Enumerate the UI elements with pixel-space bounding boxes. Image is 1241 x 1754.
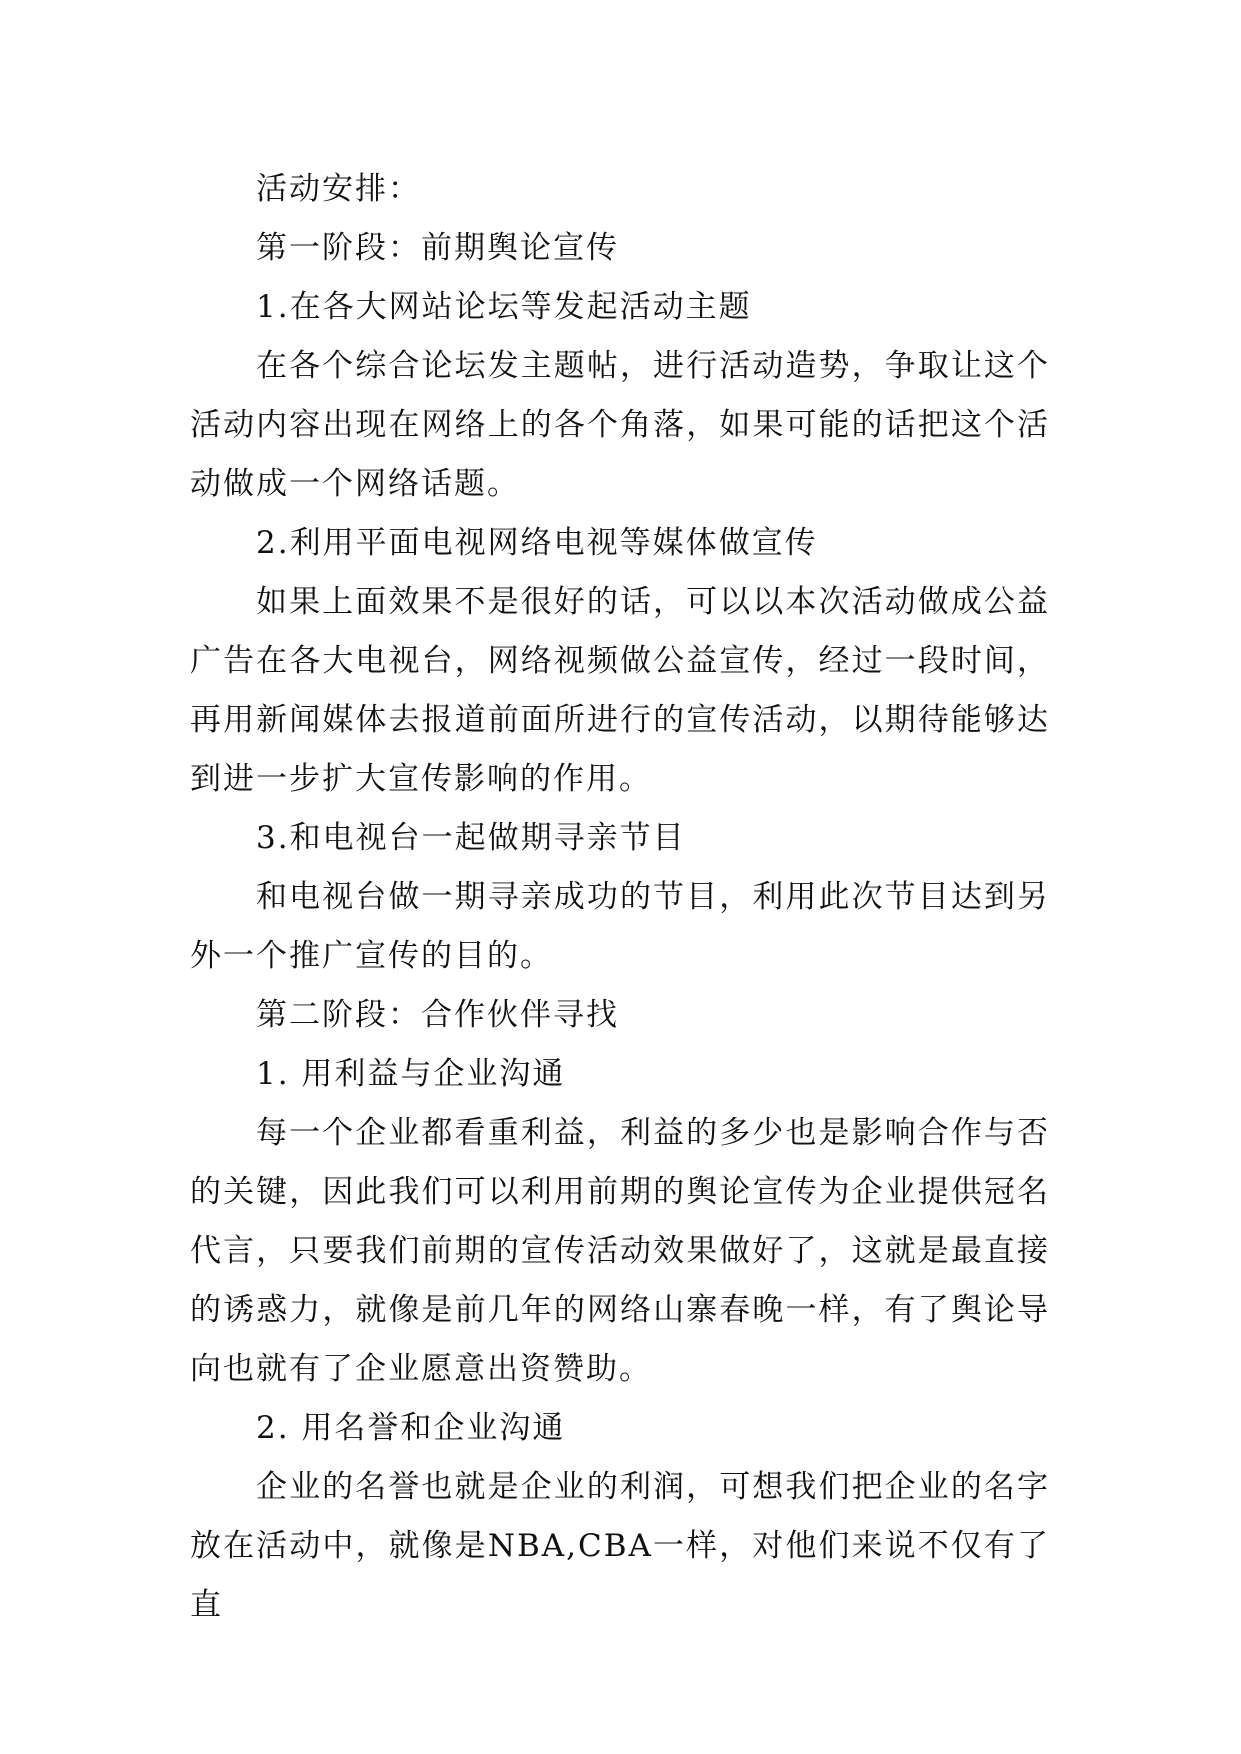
item-heading: 2. 用名誉和企业沟通 <box>256 1410 566 1446</box>
body-paragraph: 在各个综合论坛发主题帖，进行活动造势，争取让这个活动内容出现在网络上的各个角落，如果可能的话把这个活动做成一个网络话题。 <box>190 348 1050 502</box>
body-paragraph: 如果上面效果不是很好的话，可以以本次活动做成公益广告在各大电视台，网络视频做公益宣传，经过一段时间，再用新闻媒体去报道前面所进行的宣传活动，以期待能够达到进一步扩大宣传影响的作用。 <box>190 584 1050 797</box>
item-heading: 3.和电视台一起做期寻亲节目 <box>256 820 686 856</box>
phase-heading: 第一阶段：前期舆论宣传 <box>256 230 619 266</box>
item-heading: 1. 用利益与企业沟通 <box>256 1056 566 1092</box>
item-heading: 1.在各大网站论坛等发起活动主题 <box>256 289 752 325</box>
item-heading: 2.利用平面电视网络电视等媒体做宣传 <box>256 525 818 561</box>
body-paragraph: 和电视台做一期寻亲成功的节目，利用此次节目达到另外一个推广宣传的目的。 <box>190 879 1050 974</box>
body-paragraph: 企业的名誉也就是企业的利润，可想我们把企业的名字放在活动中，就像是NBA,CBA一样，对他们来说不仅有了直 <box>190 1469 1050 1623</box>
section-heading: 活动安排： <box>256 171 421 207</box>
phase-heading: 第二阶段：合作伙伴寻找 <box>256 997 619 1033</box>
body-paragraph: 每一个企业都看重利益，利益的多少也是影响合作与否的关键，因此我们可以利用前期的舆论宣传为企业提供冠名代言，只要我们前期的宣传活动效果做好了，这就是最直接的诱惑力，就像是前几年的网络山寨春晚一样，有了舆论导向也就有了企业愿意出资赞助。 <box>190 1115 1050 1387</box>
document-body <box>190 160 1050 1635</box>
